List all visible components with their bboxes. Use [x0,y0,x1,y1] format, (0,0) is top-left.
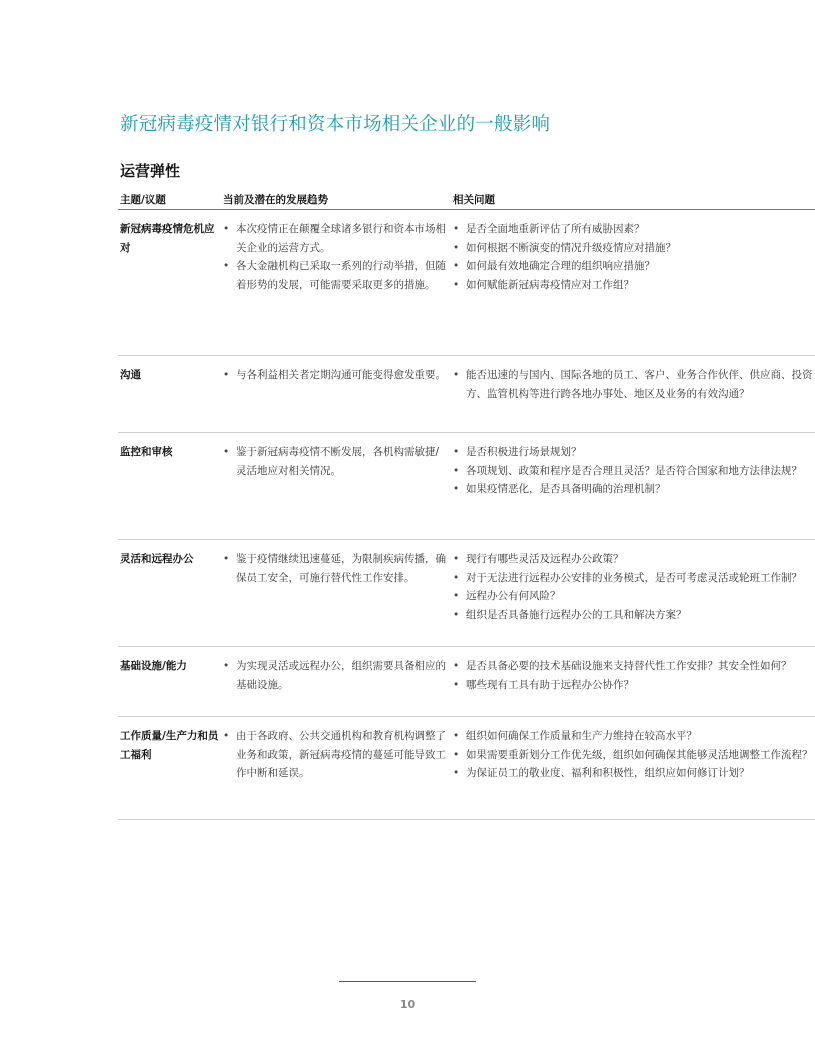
issue-list [453,443,815,499]
list-item: • 为保证员工的敬业度、福利和积极性，组织应如何修订计划？ [453,764,815,783]
row-topic: 新冠病毒疫情危机应对 [120,223,215,254]
list-item: • 远程办公有何风险？ [453,587,815,606]
table-row [118,647,815,717]
list-item: • 对于无法进行远程办公安排的业务模式，是否可考虑灵活或轮班工作制？ [453,569,815,588]
list-item: • 鉴于新冠病毒疫情不断发展，各机构需敏捷/灵活地应对相关情况。 [223,443,447,480]
issues-table [118,192,815,820]
issue-list [453,220,815,294]
list-item: • 如果疫情恶化，是否具备明确的治理机制？ [453,480,815,499]
table-row [118,356,815,433]
list-item: • 能否迅速的与国内、国际各地的员工、客户、业务合作伙伴、供应商、投资方、监管机构等进行跨各地办事处、地区及业务的有效沟通？ [453,366,815,403]
list-item: • 各大金融机构已采取一系列的行动举措，但随着形势的发展，可能需要采取更多的措施。 [223,257,447,294]
list-item: • 组织是否具备施行远程办公的工具和解决方案？ [453,606,815,625]
trend-list [223,443,453,480]
list-item: • 为实现灵活或远程办公，组织需要具备相应的基础设施。 [223,657,447,694]
table-row [118,717,815,820]
list-item: • 是否具备必要的技术基础设施来支持替代性工作安排？其安全性如何？ [453,657,815,676]
trend-list [223,366,453,385]
list-item: • 是否全面地重新评估了所有威胁因素？ [453,220,815,239]
trend-list [223,220,453,294]
trend-list [223,727,453,783]
list-item: • 由于各政府、公共交通机构和教育机构调整了业务和政策，新冠病毒疫情的蔓延可能导致工作中断和延误。 [223,727,447,783]
list-item: • 本次疫情正在颠覆全球诸多银行和资本市场相关企业的运营方式。 [223,220,447,257]
issue-list [453,550,815,624]
issue-list [453,366,815,403]
list-item: • 各项规划、政策和程序是否合理且灵活？是否符合国家和地方法律法规？ [453,462,815,481]
list-item: • 组织如何确保工作质量和生产力维持在较高水平？ [453,727,815,746]
header-issues: 相关问题 [453,194,495,206]
header-trends: 当前及潜在的发展趋势 [223,194,328,206]
trend-list [223,550,453,587]
issue-list [453,727,815,783]
table-row [118,540,815,647]
page-number: 10 [399,998,416,1011]
table-row [118,433,815,540]
list-item: • 现行有哪些灵活及远程办公政策？ [453,550,815,569]
row-topic: 监控和审核 [120,446,173,458]
list-item: • 哪些现有工具有助于远程办公协作？ [453,676,815,695]
row-topic: 基础设施/能力 [120,660,187,672]
issue-list [453,657,815,694]
footer-divider [339,981,476,982]
row-topic: 灵活和远程办公 [120,553,194,565]
list-item: • 如何最有效地确定合理的组织响应措施？ [453,257,815,276]
section-subtitle: 运营弹性 [120,162,181,180]
row-topic: 工作质量/生产力和员工福利 [120,730,219,761]
list-item: • 与各利益相关者定期沟通可能变得愈发重要。 [223,366,447,385]
list-item: • 如何根据不断演变的情况升级疫情应对措施？ [453,239,815,258]
table-header [118,192,815,210]
page-title: 新冠病毒疫情对银行和资本市场相关企业的一般影响 [120,114,551,135]
trend-list [223,657,453,694]
table-row [118,210,815,356]
list-item: • 鉴于疫情继续迅速蔓延，为限制疾病传播，确保员工安全，可施行替代性工作安排。 [223,550,447,587]
list-item: • 如果需要重新划分工作优先级，组织如何确保其能够灵活地调整工作流程？ [453,746,815,765]
list-item: • 是否积极进行场景规划？ [453,443,815,462]
list-item: • 如何赋能新冠病毒疫情应对工作组？ [453,276,815,295]
header-topic: 主题/议题 [120,194,166,206]
row-topic: 沟通 [120,369,141,381]
